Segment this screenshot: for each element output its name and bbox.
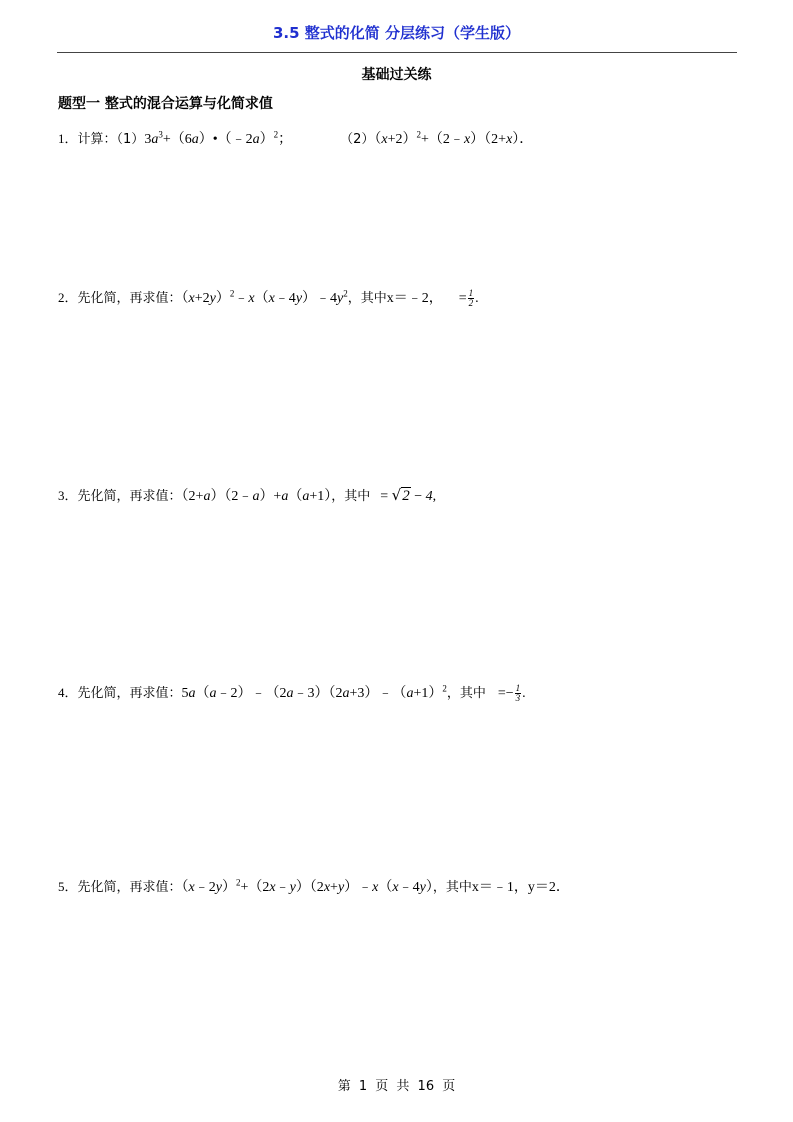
expression: （x﹣2y）$^2$+（2x﹣y）（2x+y）﹣x（x﹣4y） xyxy=(181,877,433,895)
question-number: 5． xyxy=(58,879,78,894)
expression: （2+a）（2﹣a）+a（a+1） xyxy=(181,489,332,504)
where-label: ，其中 xyxy=(331,489,371,504)
part-label: （2） xyxy=(340,132,375,147)
given-x: x＝﹣2， xyxy=(386,291,443,306)
question-number: 1． xyxy=(58,131,78,146)
where-label: ，其中 xyxy=(446,686,486,701)
where-label: ，其中 xyxy=(347,291,387,306)
where-label: ，其中 xyxy=(432,880,472,895)
expression-1: $3a^3+(6a)•(﹣2a)^2$； xyxy=(144,129,293,147)
question-prefix: 先化简，再求值： xyxy=(77,291,182,306)
question-3 xyxy=(58,485,436,505)
given-a: = √2 − 4, xyxy=(380,486,437,504)
question-number: 4． xyxy=(58,685,78,700)
document-title: 3.5 整式的化简 分层练习（学生版） xyxy=(272,24,521,42)
question-prefix: 先化简，再求值： xyxy=(77,880,182,895)
fraction: $\frac{1}{2}$ xyxy=(468,288,474,309)
question-5 xyxy=(58,876,570,896)
question-type-heading: 题型一 整式的混合运算与化简求值 xyxy=(58,96,273,112)
header-divider xyxy=(57,52,737,53)
question-4 xyxy=(58,682,526,703)
expression: $5a(a﹣2)﹣(2a﹣3)(2a+3)﹣(a+1)^2$ xyxy=(181,683,447,701)
page-number: 第 1 页 共 16 页 xyxy=(337,1079,456,1094)
fraction: $\frac{1}{3}$ xyxy=(515,683,521,704)
square-root: √2 xyxy=(391,486,410,504)
section-title: 基础过关练 xyxy=(361,67,432,83)
given-a: =− $\frac{1}{3}$ . xyxy=(497,683,526,704)
question-1 xyxy=(58,128,533,148)
question-number: 3． xyxy=(58,488,78,503)
expression: $(x+2y)^2﹣x(x﹣4y)﹣4y^2$ xyxy=(181,288,348,306)
question-prefix: 先化简，再求值： xyxy=(77,489,182,504)
question-prefix: 计算： xyxy=(77,132,117,147)
given-values: x＝﹣1，y＝2． xyxy=(471,880,570,895)
question-2 xyxy=(58,287,479,308)
expression-2: $(x+2)^2+(2﹣x)(2+x)$． xyxy=(374,129,534,147)
question-number: 2． xyxy=(58,290,78,305)
given-y: = $\frac{1}{2}$ . xyxy=(458,288,479,309)
part-label: （1） xyxy=(116,132,145,147)
question-prefix: 先化简，再求值： xyxy=(77,686,182,701)
